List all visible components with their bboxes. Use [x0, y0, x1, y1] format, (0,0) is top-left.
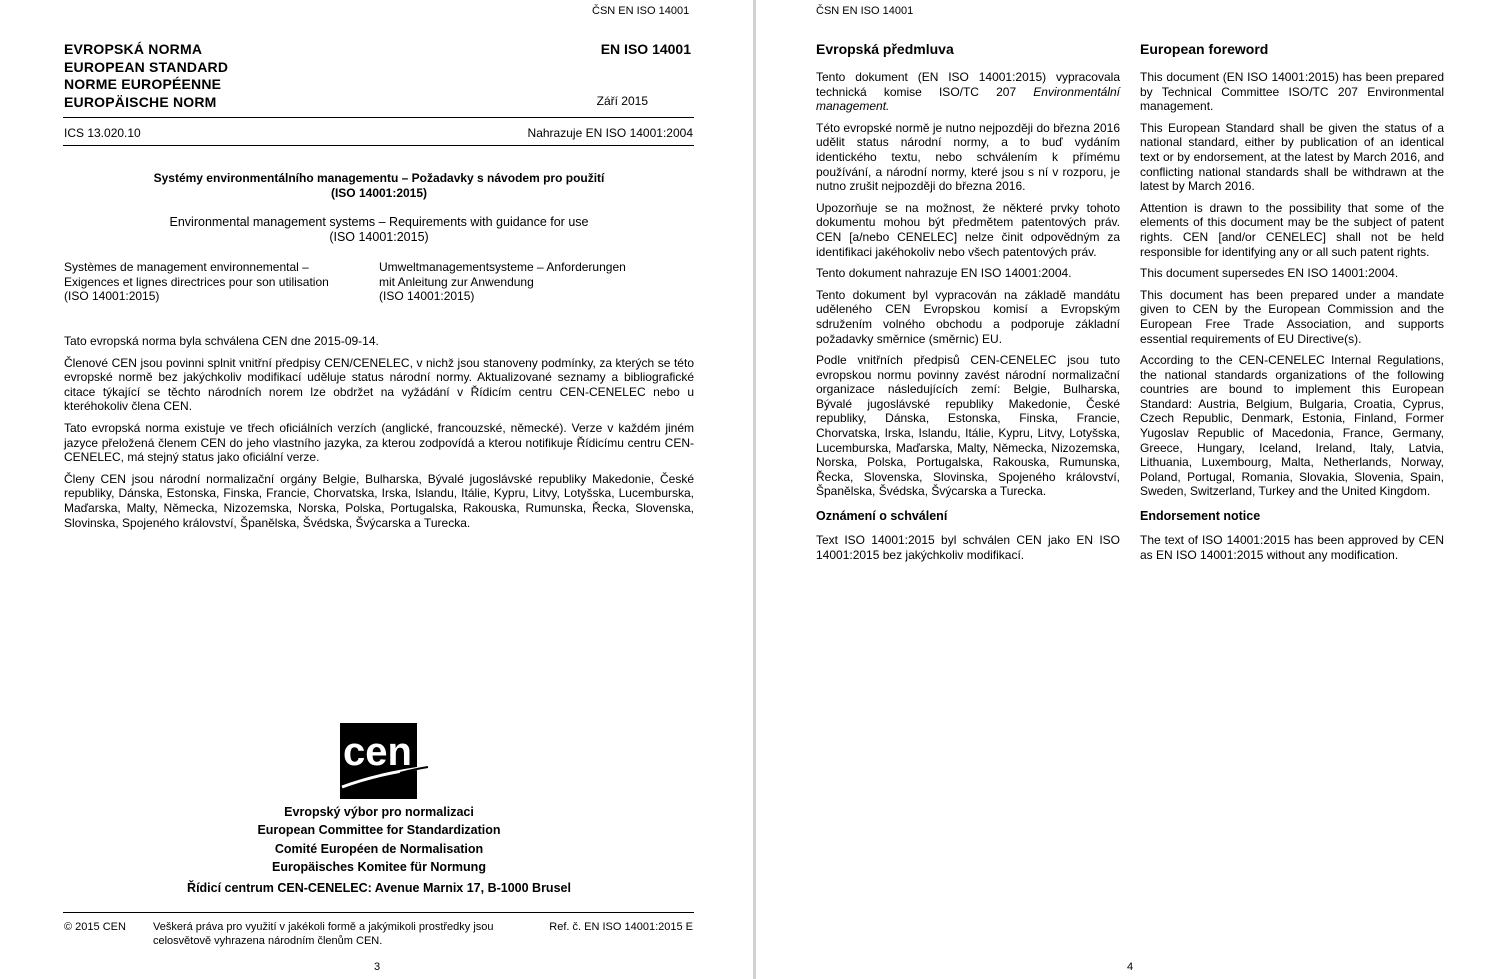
paragraph: This document supersedes EN ISO 14001:2004. — [1140, 266, 1399, 281]
page-number: 3 — [374, 961, 381, 973]
title-german: Umweltmanagementsysteme – Anforderungen mit Anleitung zur Anwendung (ISO 14001:2015) — [379, 260, 626, 304]
english-column — [1140, 41, 1444, 569]
organization-address: Řídicí centrum CEN-CENELEC: Avenue Marnix 17, B-1000 Brusel — [187, 881, 571, 895]
title-czech: Systémy environmentálního managementu – Požadavky s návodem pro použití (ISO 14001:2015) — [153, 171, 605, 200]
footer-rights: Veškerá práva pro využití v jakékoli formě a jakýmikoli prostředky jsou celosvětově vyhrazena národním členům CEN. — [153, 921, 494, 947]
endorsement-heading-cs: Oznámení o schválení — [816, 509, 948, 524]
foreword-heading-en: European foreword — [1140, 41, 1269, 57]
paragraph: This European Standard shall be given the status of a national standard, either by publication of an identical text or by endorsement, at the latest by March 2016, and conflicting national standards shall be withdrawn at the latest by March 2016. — [1140, 120, 1444, 194]
paragraph: This document has been prepared under a mandate given to CEN by the European Commission and the European Free Trade Association, and supports essential requirements of EU Directive(s). — [1140, 287, 1444, 346]
page-header: ČSN EN ISO 14001 — [816, 5, 914, 17]
title-cs: EVROPSKÁ NORMA — [64, 41, 203, 57]
paragraph: Tento dokument (EN ISO 14001:2015) vypracovala technická komise ISO/TC 207 Environmentální management. — [816, 70, 1120, 114]
paragraph: Tento dokument nahrazuje EN ISO 14001:2004. — [816, 266, 1072, 281]
cen-logo-icon — [340, 723, 430, 799]
page-number: 4 — [1127, 961, 1134, 973]
standard-number: EN ISO 14001 — [600, 41, 691, 57]
svg-text:cen: cen — [343, 730, 412, 774]
czech-column — [816, 41, 1120, 569]
paragraph: The text of ISO 14001:2015 has been approved by CEN as EN ISO 14001:2015 without any modification. — [1140, 533, 1444, 562]
title-english: Environmental management systems – Requirements with guidance for use (ISO 14001:2015) — [169, 215, 589, 244]
standard-title-block — [64, 41, 228, 111]
title-de: EUROPÄISCHE NORM — [64, 93, 217, 110]
paragraph: Text ISO 14001:2015 byl schválen CEN jako EN ISO 14001:2015 bez jakýchkoliv modifikací. — [816, 533, 1120, 562]
supersedes-note: Nahrazuje EN ISO 14001:2004 — [527, 126, 693, 140]
footer-rule — [63, 912, 694, 913]
footer-copyright: © 2015 CEN — [64, 921, 126, 933]
endorsement-heading-en: Endorsement notice — [1140, 509, 1261, 524]
paragraph: Podle vnitřních předpisů CEN-CENELEC jsou tuto evropskou normu povinny zavést národní normalizační organizace následujících zemí: Belgie, Bulharska, Bývalé jugoslávské republiky Makedonie, České republiky, Dánska, Estonska, Finska, Francie, Chorvatska, Irska, Islandu, Itálie, Kypru, Litvy, Lotyšska, Lucemburska, Maďarska, Malty, Německa, Nizozemska, Norska, Polska, Portugalska, Rakouska, Rumunska, Řecka, Slovenska, Slovinska, Spojeného království, Španělska, Švédska, Švýcarska a Turecka. — [816, 353, 1120, 499]
publication-date: Září 2015 — [596, 94, 648, 108]
title-en: EUROPEAN STANDARD — [64, 58, 229, 75]
title-fr: NORME EUROPÉENNE — [64, 76, 222, 92]
ics-code: ICS 13.020.10 — [64, 126, 141, 140]
footer-reference: Ref. č. EN ISO 14001:2015 E — [549, 921, 693, 933]
paragraph: Tato evropská norma existuje ve třech oficiálních verzích (anglické, francouzské, německé). Verze v každém jiném jazyce přeložená členem CEN do jeho vlastního jazyka, za kterou zodpovídá a kterou notifikuje Řídicímu centru CEN-CENELEC, má stejný status jako oficiální verze. — [64, 420, 694, 465]
ics-rule — [63, 145, 694, 146]
paragraph: Členové CEN jsou povinni splnit vnitřní předpisy CEN/CENELEC, v nichž jsou stanoveny podmínky, za kterých se této evropské normě bez jakýchkoliv modifikací uděluje status národní normy. Aktualizované seznamy a bibliografické citace týkající se těchto národních norem lze obdržet na vyžádání v Řídicím centru CEN-CENELEC nebo u kteréhokoliv člena CEN. — [64, 355, 694, 414]
approval-text — [64, 334, 694, 537]
paragraph: Tento dokument byl vypracován na základě mandátu uděleného CEN Evropskou komisí a Evropským sdružením volného obchodu a podporuje základní požadavky směrnice (směrnic) EU. — [816, 287, 1120, 346]
title-french: Systèmes de management environnemental – Exigences et lignes directrices pour son utilisation (ISO 14001:2015) — [64, 260, 329, 304]
cen-logo — [340, 723, 430, 799]
paragraph: Upozorňuje se na možnost, že některé prvky tohoto dokumentu mohou být předmětem patentových práv. CEN [a/nebo CENELEC] nelze činit odpovědným za identifikaci jakéhokoliv nebo všech patentových práv. — [816, 200, 1120, 259]
paragraph: Tato evropská norma byla schválena CEN dne 2015-09-14. — [64, 334, 379, 348]
foreword-heading-cs: Evropská předmluva — [816, 41, 954, 57]
organization-names: Evropský výbor pro normalizaci European Committee for Standardization Comité Européen de Normalisation Europäisches Komitee für Normung — [257, 805, 501, 874]
paragraph: Attention is drawn to the possibility that some of the elements of this document may be the subject of patent rights. CEN [and/or CENELEC] shall not be held responsible for identifying any or all such patent rights. — [1140, 200, 1444, 259]
header-rule — [63, 117, 694, 118]
paragraph: Této evropské normě je nutno nejpozději do března 2016 udělit status národní normy, a to buď vydáním identického textu, nebo schválením k přímému používání, a národní normy, které jsou s ní v rozporu, je nutno zrušit nejpozději do března 2016. — [816, 120, 1120, 194]
paragraph: According to the CEN-CENELEC Internal Regulations, the national standards organizations of the following countries are bound to implement this European Standard: Austria, Belgium, Bulgaria, Croatia, Cyprus, Czech Republic, Denmark, Estonia, Finland, Former Yugoslav Republic of Macedonia, France, Germany, Greece, Hungary, Iceland, Ireland, Italy, Latvia, Lithuania, Luxembourg, Malta, Netherlands, Norway, Poland, Portugal, Romania, Slovakia, Slovenia, Spain, Sweden, Switzerland, Turkey and the United Kingdom. — [1140, 353, 1444, 499]
page-4 — [756, 0, 1506, 979]
page-header: ČSN EN ISO 14001 — [592, 5, 690, 17]
paragraph: Členy CEN jsou národní normalizační orgány Belgie, Bulharska, Bývalé jugoslávské republiky Makedonie, České republiky, Dánska, Estonska, Finska, Francie, Chorvatska, Irska, Islandu, Itálie, Kypru, Litvy, Lotyšska, Lucemburska, Maďarska, Malty, Německa, Nizozemska, Norska, Polska, Portugalska, Rakouska, Rumunska, Řecka, Slovenska, Slovinska, Spojeného království, Španělska, Švédska, Švýcarska a Turecka. — [64, 471, 694, 530]
paragraph: This document (EN ISO 14001:2015) has been prepared by Technical Committee ISO/TC 207 Environmental management. — [1140, 70, 1444, 114]
